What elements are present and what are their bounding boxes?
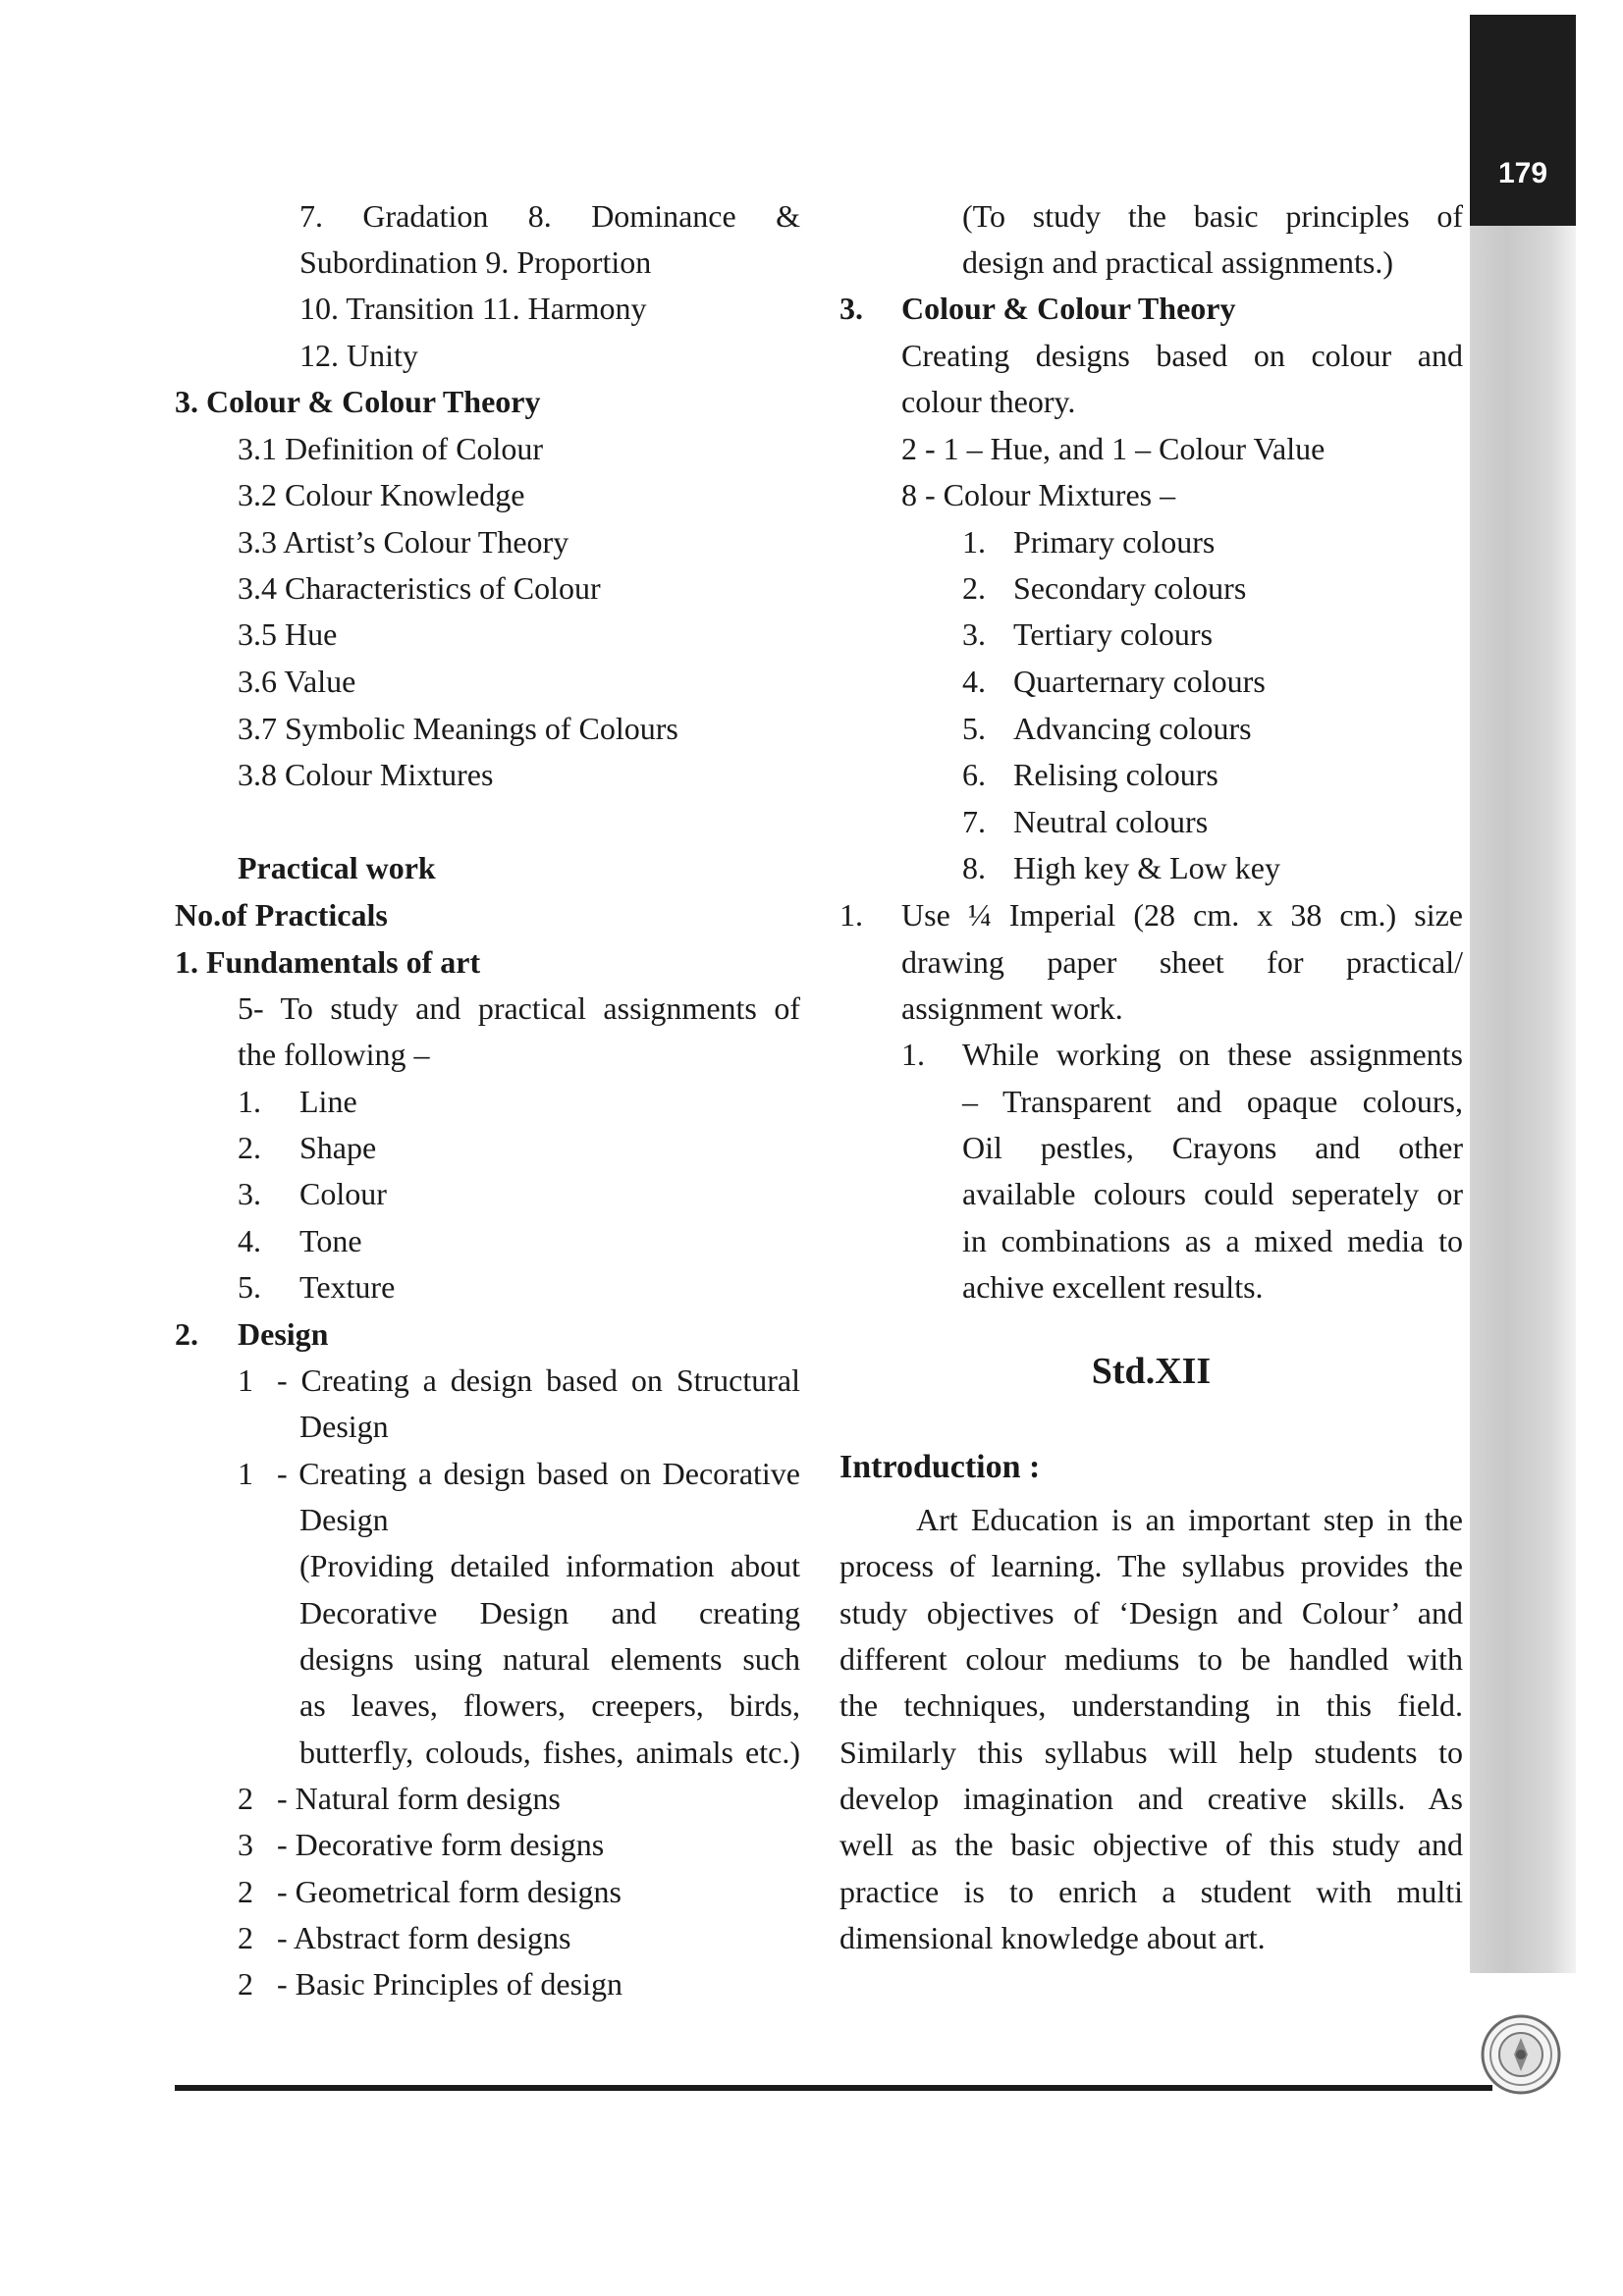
footer-rule [175, 2085, 1492, 2091]
text-line: Design [299, 1502, 389, 1537]
text-line: 3. Colour & Colour Theory [175, 384, 541, 419]
text-line: 2 [238, 1920, 253, 1955]
text-line: designs using natural elements such [299, 1641, 800, 1677]
text-line: Shape [299, 1130, 377, 1165]
text-line: Design [238, 1316, 329, 1352]
text-line: 3.1 Definition of Colour [238, 431, 544, 466]
text-line: as leaves, flowers, creepers, birds, [299, 1687, 800, 1723]
text-line: Practical work [238, 850, 436, 885]
text-line: Decorative Design and creating [299, 1595, 800, 1630]
text-line: 1. [962, 524, 986, 560]
text-line: different colour mediums to be handled with [839, 1641, 1463, 1677]
text-line: Art Education is an important step in the [916, 1502, 1463, 1537]
text-line: well as the basic objective of this study and [839, 1827, 1463, 1862]
text-line: Relising colours [1013, 757, 1218, 792]
emblem-icon [1479, 2012, 1563, 2097]
text-line: Colour [299, 1176, 387, 1211]
text-line: 8. [962, 850, 986, 885]
text-line: Similarly this syllabus will help students to [839, 1735, 1463, 1770]
text-line: design and practical assignments.) [962, 244, 1393, 280]
text-line: achive excellent results. [962, 1269, 1264, 1305]
text-line: 2 [238, 1966, 253, 2002]
text-line: 2 - 1 – Hue, and 1 – Colour Value [901, 431, 1325, 466]
text-line: - Geometrical form designs [277, 1874, 622, 1909]
text-line: Colour & Colour Theory [901, 291, 1236, 326]
text-line: Creating designs based on colour and [901, 338, 1463, 373]
text-line: 5. [962, 711, 986, 746]
text-line: Introduction : [839, 1449, 1041, 1485]
text-line: 2 [238, 1781, 253, 1816]
text-line: Advancing colours [1013, 711, 1252, 746]
text-line: 1 [238, 1362, 253, 1398]
text-line: process of learning. The syllabus provides the [839, 1548, 1463, 1583]
text-line: 3.2 Colour Knowledge [238, 477, 525, 512]
text-line: 3. [962, 616, 986, 652]
text-line: 5. [238, 1269, 261, 1305]
text-line: 1. [238, 1084, 261, 1119]
text-line: - Decorative form designs [277, 1827, 605, 1862]
text-line: 1 [238, 1456, 253, 1491]
text-line: 3.6 Value [238, 664, 356, 699]
text-line: 5- To study and practical assignments of [238, 990, 800, 1026]
text-line: Tone [299, 1223, 362, 1258]
text-line: 2. [238, 1130, 261, 1165]
text-line: 3.4 Characteristics of Colour [238, 570, 601, 606]
text-line: - Basic Principles of design [277, 1966, 622, 2002]
text-line: 10. Transition 11. Harmony [299, 291, 647, 326]
text-line: 1. [839, 897, 863, 933]
side-tab-dark [1470, 15, 1576, 226]
text-line: Texture [299, 1269, 396, 1305]
text-line: Oil pestles, Crayons and other [962, 1130, 1463, 1165]
text-line: 2. [962, 570, 986, 606]
page-number: 179 [1497, 157, 1548, 189]
text-line: assignment work. [901, 990, 1123, 1026]
text-line: 3.3 Artist’s Colour Theory [238, 524, 569, 560]
text-line: No.of Practicals [175, 897, 388, 933]
text-line: 3.7 Symbolic Meanings of Colours [238, 711, 678, 746]
text-line: Use ¼ Imperial (28 cm. x 38 cm.) size [901, 897, 1463, 933]
text-line: - Creating a design based on Structural [277, 1362, 800, 1398]
text-line: 1. Fundamentals of art [175, 944, 481, 980]
text-line: Subordination 9. Proportion [299, 244, 652, 280]
text-line: study objectives of ‘Design and Colour’ and [839, 1595, 1463, 1630]
text-line: in combinations as a mixed media to [962, 1223, 1463, 1258]
text-line: 7. Gradation 8. Dominance & [299, 198, 800, 234]
text-line: 3 [238, 1827, 253, 1862]
text-line: butterfly, colouds, fishes, animals etc.) [299, 1735, 800, 1770]
text-line: Line [299, 1084, 357, 1119]
text-line: Quarternary colours [1013, 664, 1266, 699]
text-line: 3. [238, 1176, 261, 1211]
text-line: 8 - Colour Mixtures – [901, 477, 1176, 512]
text-line: Tertiary colours [1013, 616, 1214, 652]
text-line: the following – [238, 1037, 430, 1072]
text-line: Secondary colours [1013, 570, 1247, 606]
text-line: High key & Low key [1013, 850, 1280, 885]
side-tab-gray [1470, 226, 1576, 1973]
text-line: Design [299, 1409, 389, 1444]
text-line: the techniques, understanding in this field. [839, 1687, 1463, 1723]
text-line: 3.5 Hue [238, 616, 338, 652]
text-line: - Abstract form designs [277, 1920, 571, 1955]
text-line: 4. [238, 1223, 261, 1258]
text-line: - Natural form designs [277, 1781, 561, 1816]
text-line: available colours could seperately or [962, 1176, 1463, 1211]
text-line: – Transparent and opaque colours, [962, 1084, 1463, 1119]
text-line: 12. Unity [299, 338, 418, 373]
text-line: practice is to enrich a student with multi [839, 1874, 1463, 1909]
text-line: Std.XII [1091, 1351, 1212, 1392]
text-line: 7. [962, 804, 986, 839]
text-line: 3.8 Colour Mixtures [238, 757, 494, 792]
text-line: (Providing detailed information about [299, 1548, 800, 1583]
text-line: drawing paper sheet for practical/ [901, 944, 1463, 980]
text-line: - Creating a design based on Decorative [277, 1456, 800, 1491]
text-line: 3. [839, 291, 863, 326]
text-line: 4. [962, 664, 986, 699]
text-line: Neutral colours [1013, 804, 1209, 839]
text-line: Primary colours [1013, 524, 1216, 560]
text-line: (To study the basic principles of [962, 198, 1463, 234]
text-line: While working on these assignments [962, 1037, 1463, 1072]
text-line: colour theory. [901, 384, 1076, 419]
text-line: dimensional knowledge about art. [839, 1920, 1266, 1955]
text-line: 2 [238, 1874, 253, 1909]
text-line: 2. [175, 1316, 198, 1352]
text-line: develop imagination and creative skills. As [839, 1781, 1463, 1816]
text-line: 6. [962, 757, 986, 792]
text-line: 1. [901, 1037, 925, 1072]
